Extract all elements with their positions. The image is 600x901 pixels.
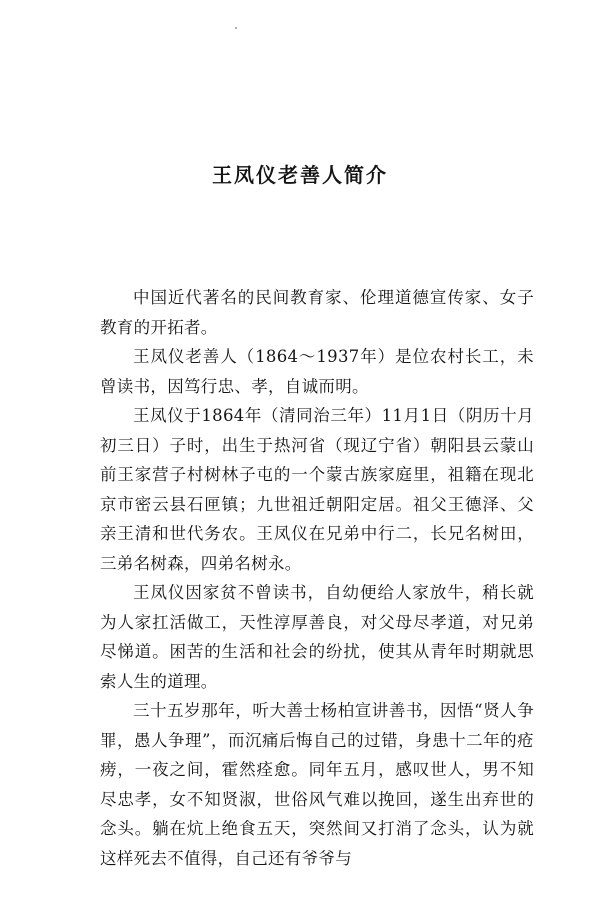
paragraph-5: 三十五岁那年，听大善士杨柏宣讲善书，因悟“贤人争罪，愚人争理”，而沉痛后悔自己的过错，身患十二年的疮痨，一夜之间，霍然痊愈。同年五月，感叹世人，男不知尽忠孝，女不知贤淑，世俗风气难以挽回，遂生出弃世的念头。躺在炕上绝食五天，突然间又打消了念头，认为就这样死去不值得，自己还有爷爷与 xyxy=(100,701,534,868)
paragraph-4: 王凤仪因家贫不曾读书，自幼便给人家放牛，稍长就为人家扛活做工，天性淳厚善良，对父母尽孝道，对兄弟尽悌道。困苦的生活和社会的纷扰，使其从青年时期就思索人生的道理。 xyxy=(100,583,534,691)
scan-mark xyxy=(235,27,237,29)
paragraph-1: 中国近代著名的民间教育家、伦理道德宣传家、女子教育的开拓者。 xyxy=(100,288,534,337)
page-title: 王凤仪老善人简介 xyxy=(212,163,388,187)
paragraph-3: 王凤仪于1864年（清同治三年）11月1日（阴历十月初三日）子时，出生于热河省（现辽宁省）朝阳县云蒙山前王家营子村树林子屯的一个蒙古族家庭里，祖籍在现北京市密云县石匣镇；九世祖迁朝阳定居。祖父王德泽、父亲王清和世代务农。王凤仪在兄弟中行二，长兄名树田，三弟名树森，四弟名树永。 xyxy=(100,406,534,573)
body-text xyxy=(100,283,534,873)
paragraph-2: 王凤仪老善人（1864～1937年）是位农村长工，未曾读书，因笃行忠、孝，自诚而明。 xyxy=(100,347,534,396)
